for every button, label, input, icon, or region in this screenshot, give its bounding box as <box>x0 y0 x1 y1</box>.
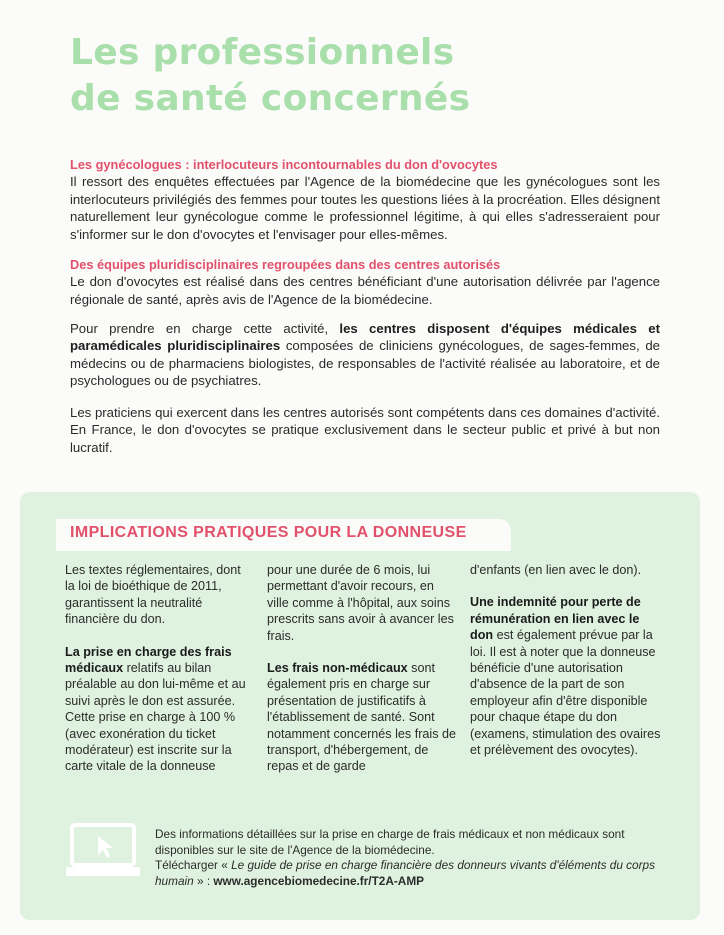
text-span: Pour prendre en charge cette activité, <box>70 321 340 336</box>
section-paragraph-praticiens <box>70 404 660 456</box>
bold-text: Les frais non-médicaux <box>267 661 408 676</box>
section-heading: Les gynécologues : interlocuteurs incontournables du don d'ovocytes <box>70 157 498 172</box>
info-text: Des informations détaillées sur la prise en charge de frais médicaux et non médicaux sont disponibles sur le site de l'Agence de la biomédecine. <box>155 827 625 857</box>
guide-title: Le guide de prise en charge financière des donneurs vivants d'éléments du corps humain <box>155 858 656 888</box>
bold-text: La prise en charge des frais médicaux <box>65 644 232 676</box>
section-paragraph: Il ressort des enquêtes effectuées par l'Agence de la biomédecine que les gynécologues sont les interlocuteurs privilégiés des femmes pour toutes les questions liées à la procréation. Elles désignent naturellement leur gynécologue comme le professionnel légitime, à qui elles s'adresseraient pour s'informer sur le don d'ovocytes et l'envisager pour elles-mêmes. <box>70 174 660 242</box>
section-gynecologues <box>70 156 660 243</box>
page-title <box>70 30 470 122</box>
panel-title: IMPLICATIONS PRATIQUES POUR LA DONNEUSE <box>70 524 467 541</box>
text-span: composées de cliniciens gynécologues, de sages-femmes, de médecins ou de pharmaciens biologistes, de responsables de l'activité réalisée au laboratoire, et de psychologues ou de psychiatres. <box>70 338 660 389</box>
panel-column-1 <box>65 562 250 791</box>
section-paragraph: Les praticiens qui exercent dans les centres autorisés sont compétents dans ces domaines d'activité. En France, le don d'ovocytes se pratique exclusivement dans le secteur public et privé à but non lucratif. <box>70 405 660 455</box>
section-equipes <box>70 256 660 308</box>
section-heading: Des équipes pluridisciplinaires regroupées dans des centres autorisés <box>70 257 501 272</box>
download-label: Télécharger « <box>155 858 232 873</box>
download-separator: » : <box>193 873 214 888</box>
text-span: est également prévue par la loi. Il est à noter que la donneuse bénéficie d'une autorisation d'absence de la part de son employeur afin d'être disponible pour chaque étape du don (examens, stimulation des ovaires et prélèvement des ovocytes). <box>470 628 661 758</box>
text-span: sont également pris en charge sur présentation de justificatifs à l'établissement de santé. Sont notamment concernés les frais de transport, d'hébergement, de repas et de garde <box>267 661 456 774</box>
bold-text: Une indemnité pour perte de rémunération en lien avec le don <box>470 595 641 643</box>
laptop-cursor-icon <box>64 822 142 880</box>
info-block <box>155 827 675 889</box>
section-paragraph: Le don d'ovocytes est réalisé dans des centres bénéficiant d'une autorisation délivrée par l'agence régionale de santé, après avis de l'Agence de la biomédecine. <box>70 274 660 307</box>
text-span: relatifs au bilan préalable au don lui-même et au suivi après le don est assurée. Cette prise en charge à 100 % (avec exonération du ticket modérateur) est inscrite sur la carte vitale de la donneuse <box>65 661 246 774</box>
guide-link[interactable]: www.agencebiomedecine.fr/T2A-AMP <box>213 873 425 888</box>
page-title-line-2: de santé concernés <box>70 78 471 119</box>
column-paragraph: Les textes réglementaires, dont la loi de bioéthique de 2011, garantissent la neutralité financière du don. <box>65 563 241 627</box>
section-paragraph-centres <box>70 320 660 390</box>
page-title-line-1: Les professionnels <box>70 32 455 73</box>
column-paragraph: pour une durée de 6 mois, lui permettant d'avoir recours, en ville comme à l'hôpital, aux soins prescrits sans avoir à avancer les frais. <box>267 563 454 643</box>
panel-column-2 <box>267 562 457 791</box>
bold-text: les centres disposent d'équipes médicales et paramédicales pluridisciplinaires <box>70 321 660 354</box>
panel-column-3 <box>470 562 665 774</box>
column-paragraph: d'enfants (en lien avec le don). <box>470 563 642 577</box>
